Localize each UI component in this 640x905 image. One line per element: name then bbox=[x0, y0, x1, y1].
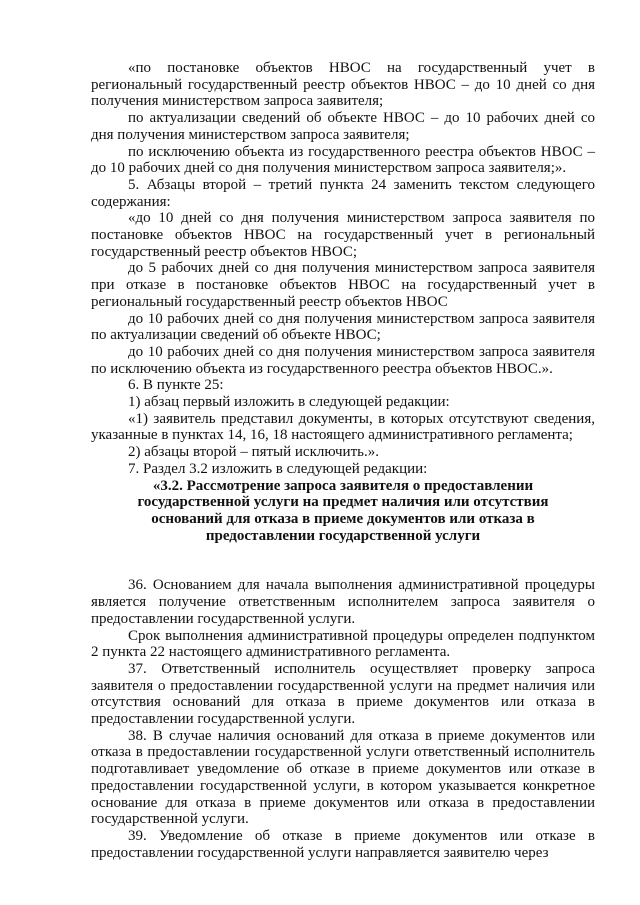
document-page bbox=[91, 60, 595, 861]
paragraph: по актуализации сведений об объекте НВОС – до 10 рабочих дней со дня получения министерством запроса заявителя; bbox=[91, 110, 595, 143]
paragraph: «до 10 дней со дня получения министерством запроса заявителя по постановке объектов НВОС на государственный учет в региональный государственный реестр объектов НВОС; bbox=[91, 210, 595, 260]
paragraph: 1) абзац первый изложить в следующей редакции: bbox=[128, 394, 450, 411]
paragraph: 2) абзацы второй – пятый исключить.». bbox=[128, 444, 379, 461]
paragraph: 39. Уведомление об отказе в приеме документов или отказе в предоставлении государственной услуги направляется заявителю через bbox=[91, 827, 595, 861]
paragraph: 36. Основанием для начала выполнения административной процедуры является получение ответственным исполнителем запроса заявителя о предоставлении государственной услуги. bbox=[91, 577, 595, 627]
paragraph: 38. В случае наличия оснований для отказа в приеме документов или отказа в предоставлении государственной услуги ответственный исполнитель подготавливает уведомление об отказе в приеме документов или отказе в предоставлении государственной услуги, в котором указывается конкретное основание для отказа в приеме документов или отказа в предоставлении государственной услуги. bbox=[91, 727, 595, 828]
paragraph: 6. В пункте 25: bbox=[128, 377, 224, 394]
paragraph: «по постановке объектов НВОС на государственный учет в региональный государственный реестр объектов НВОС – до 10 дней со дня получения министерством запроса заявителя; bbox=[91, 60, 595, 110]
paragraph: до 5 рабочих дней со дня получения министерством запроса заявителя при отказе в постановке объектов НВОС на государственный учет в региональный государственный реестр объектов НВОС bbox=[91, 260, 595, 310]
paragraph: по исключению объекта из государственного реестра объектов НВОС – до 10 рабочих дней со дня получения министерством запроса заявителя;». bbox=[91, 143, 595, 177]
paragraph: до 10 рабочих дней со дня получения министерством запроса заявителя по исключению объекта из государственного реестра объектов НВОС.». bbox=[91, 343, 595, 377]
section-heading: «3.2. Рассмотрение запроса заявителя о предоставлении государственной услуги на предмет наличия или отсутствия оснований для отказа в приеме документов или отказа в предоставлении государственной услуги bbox=[137, 477, 549, 544]
paragraph: «1) заявитель представил документы, в которых отсутствуют сведения, указанные в пунктах 14, 16, 18 настоящего административного регламента; bbox=[91, 410, 595, 444]
paragraph: 7. Раздел 3.2 изложить в следующей редакции: bbox=[128, 460, 428, 477]
paragraph: Срок выполнения административной процедуры определен подпунктом 2 пункта 22 настоящего административного регламента. bbox=[91, 627, 595, 661]
paragraph: 37. Ответственный исполнитель осуществляет проверку запроса заявителя о предоставлении государственной услуги на предмет наличия или отсутствия оснований для отказа в приеме документов или отказа в предоставлении государственной услуги. bbox=[91, 660, 595, 728]
paragraph: до 10 рабочих дней со дня получения министерством запроса заявителя по актуализации сведений об объекте НВОС; bbox=[91, 310, 595, 344]
paragraph: 5. Абзацы второй – третий пункта 24 заменить текстом следующего содержания: bbox=[91, 176, 595, 210]
spacer bbox=[91, 544, 595, 577]
